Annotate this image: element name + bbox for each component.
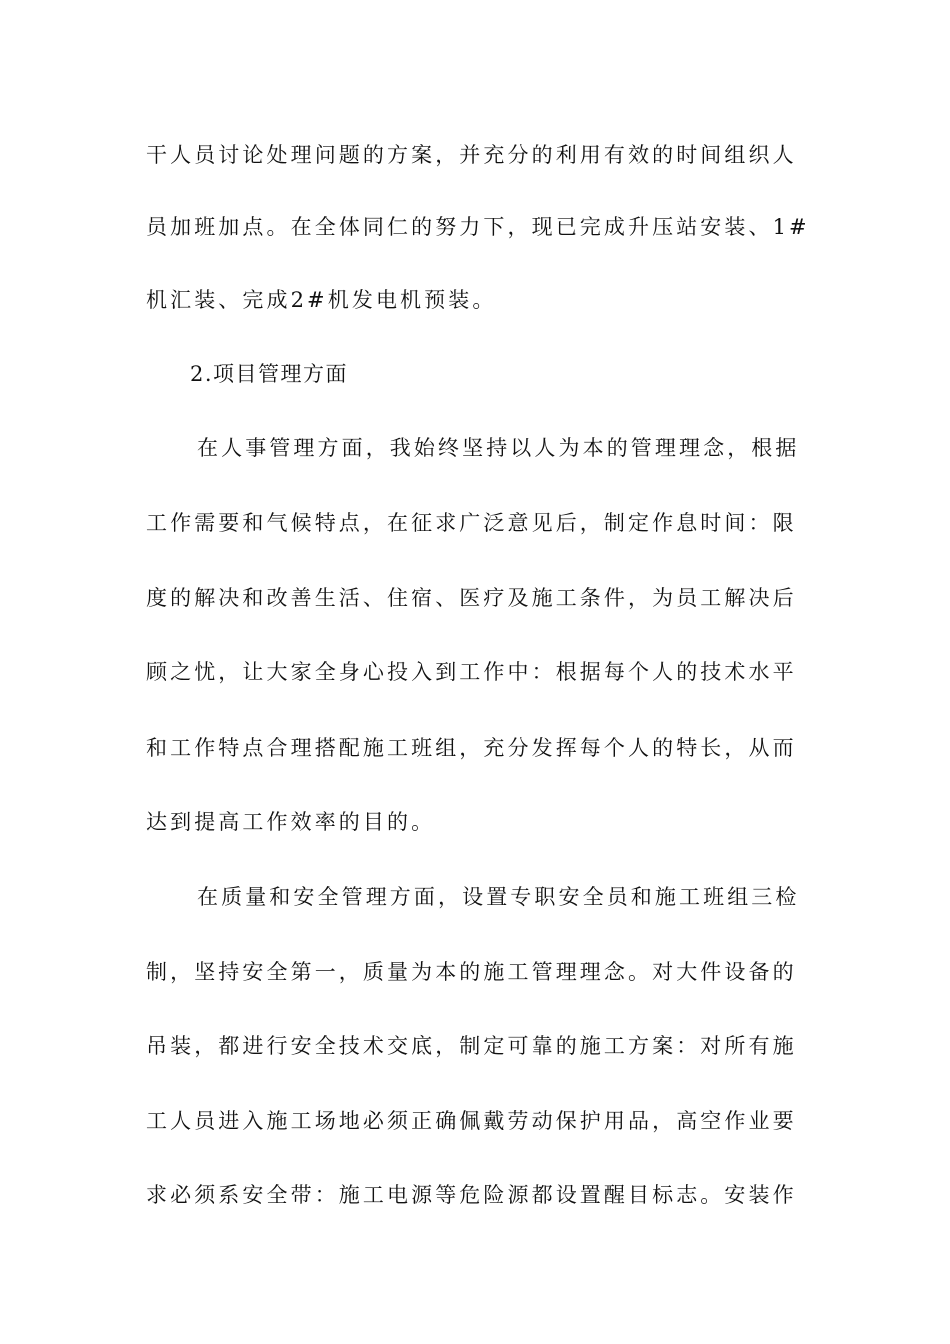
paragraph-line: 员加班加点。在全体同仁的努力下，现已完成升压站安装、1#	[146, 215, 810, 239]
paragraph-line: 和工作特点合理搭配施工班组，充分发挥每个人的特长，从而	[146, 736, 797, 760]
paragraph-line: 达到提高工作效率的目的。	[146, 810, 436, 834]
paragraph-line: 制，坚持安全第一，质量为本的施工管理理念。对大件设备的	[146, 960, 797, 984]
paragraph-line: 吊装，都进行安全技术交底，制定可靠的施工方案：对所有施	[146, 1034, 797, 1058]
paragraph-line: 工作需要和气候特点，在征求广泛意见后，制定作息时间：限	[146, 511, 797, 535]
section-heading: 2.项目管理方面	[190, 362, 349, 386]
paragraph-line: 机汇装、完成2#机发电机预装。	[146, 288, 497, 312]
paragraph-line: 在人事管理方面，我始终坚持以人为本的管理理念，根据	[197, 436, 800, 460]
paragraph-line: 工人员进入施工场地必须正确佩戴劳动保护用品，高空作业要	[146, 1109, 797, 1133]
paragraph-line: 在质量和安全管理方面，设置专职安全员和施工班组三检	[197, 885, 800, 909]
paragraph-line: 顾之忧，让大家全身心投入到工作中：根据每个人的技术水平	[146, 660, 797, 684]
paragraph-line: 度的解决和改善生活、住宿、医疗及施工条件，为员工解决后	[146, 586, 797, 610]
paragraph-line: 干人员讨论处理问题的方案，并充分的利用有效的时间组织人	[146, 143, 797, 167]
paragraph-line: 求必须系安全带：施工电源等危险源都设置醒目标志。安装作	[146, 1183, 797, 1207]
